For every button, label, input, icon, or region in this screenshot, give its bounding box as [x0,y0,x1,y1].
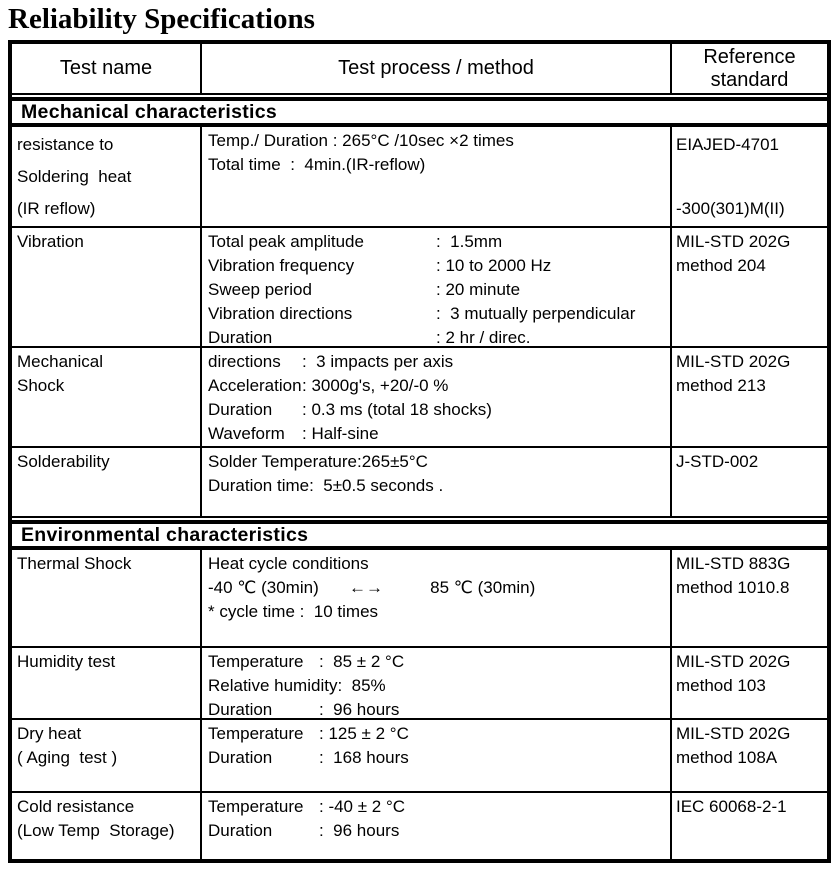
text-line: method 108A [676,748,778,767]
value-text: : 168 hours [319,748,409,767]
text-line: * cycle time : 10 times [208,602,379,621]
label-text: Acceleration [208,376,302,395]
table-row [12,448,827,518]
test-name-cell [12,348,202,446]
value-text: : 1.5mm [436,232,503,251]
reference-standard-cell [672,127,827,226]
value-text: : 85% [337,676,386,695]
label-text: Vibration directions [208,304,353,323]
value-text: : 125 ± 2 °C [319,724,409,743]
label-text: Temperature [208,652,304,671]
value-text: : 85 ± 2 °C [319,652,405,671]
text-line [208,326,668,350]
header-test-process-method: Test process / method [202,44,672,93]
label-text: Waveform [208,424,285,443]
text-line: Cold resistance [17,797,135,816]
text-line: Shock [17,376,65,395]
reference-standard-cell [672,448,827,516]
section-header [12,520,827,550]
text-line: -300(301)M(II) [676,199,785,218]
text-line: MIL-STD 202G [676,232,791,251]
table-body [12,97,827,859]
table-row [12,720,827,793]
text-line: MIL-STD 202G [676,724,791,743]
text-line: -40 ℃ (30min) ←→ 85 ℃ (30min) [208,578,536,597]
label-text: Relative humidity [208,676,338,695]
test-name-cell [12,720,202,791]
value-text: : 96 hours [319,700,400,719]
label-text: Duration [208,400,273,419]
text-line [208,374,668,398]
value-text: : 3 mutually perpendicular [436,304,636,323]
reference-standard-cell [672,228,827,346]
text-line [208,278,668,302]
test-process-cell [202,793,672,859]
text-line: Humidity test [17,652,116,671]
text-line [208,230,668,254]
section-title: Environmental characteristics [21,523,309,546]
header-test-name: Test name [12,44,202,93]
reference-standard-cell [672,348,827,446]
section-header [12,97,827,127]
test-process-cell [202,648,672,718]
test-name-cell [12,793,202,859]
test-name-cell [12,448,202,516]
label-text: Duration [208,700,273,719]
table-row [12,127,827,228]
test-process-cell [202,720,672,791]
text-line: Duration time: 5±0.5 seconds . [208,476,444,495]
reference-standard-cell [672,648,827,718]
text-line: method 1010.8 [676,578,790,597]
value-text: : -40 ± 2 °C [319,797,406,816]
text-line: Dry heat [17,724,82,743]
reference-standard-cell [672,793,827,859]
test-name-cell [12,228,202,346]
test-name-cell [12,550,202,646]
table-row [12,550,827,648]
value-text: : 3000g's, +20/-0 % [302,376,449,395]
label-text: Total peak amplitude [208,232,364,251]
text-line: MIL-STD 883G [676,554,791,573]
label-text: directions [208,352,281,371]
text-line: MIL-STD 202G [676,652,791,671]
text-line: Solderability [17,452,110,471]
section-title: Mechanical characteristics [21,100,278,123]
text-line [676,161,825,193]
text-line: EIAJED-4701 [676,135,779,154]
value-text: : 3 impacts per axis [302,352,454,371]
test-process-cell [202,228,672,346]
text-line: ( Aging test ) [17,748,118,767]
text-line: resistance to [17,135,114,154]
page-title: Reliability Specifications [8,3,315,35]
text-line: Solder Temperature:265±5°C [208,452,428,471]
test-process-cell [202,448,672,516]
text-line [208,795,668,819]
label-text: Duration [208,748,273,767]
text-line: IEC 60068-2-1 [676,797,787,816]
header-reference-standard: Reference standard [703,45,796,91]
text-line: Vibration [17,232,84,251]
text-line [208,254,668,278]
spec-table [8,40,831,863]
table-row [12,793,827,859]
text-line: method 213 [676,376,766,395]
text-line [208,398,668,422]
text-line [208,674,668,698]
text-line [208,302,668,326]
text-line: J-STD-002 [676,452,759,471]
text-line: Total time : 4min.(IR-reflow) [208,155,426,174]
test-name-cell [12,648,202,718]
table-row [12,348,827,448]
value-text: : 20 minute [436,280,521,299]
text-line [208,350,668,374]
text-line: Heat cycle conditions [208,554,369,573]
table-header-row [12,44,827,95]
label-text: Temperature [208,797,304,816]
label-text: Duration [208,328,273,347]
label-text: Temperature [208,724,304,743]
text-line: method 204 [676,256,766,275]
test-name-cell [12,127,202,226]
test-process-cell [202,348,672,446]
text-line [208,722,668,746]
text-line [208,698,668,722]
text-line: (IR reflow) [17,199,96,218]
text-line: method 103 [676,676,766,695]
text-line: Mechanical [17,352,103,371]
value-text: : 96 hours [319,821,400,840]
text-line [208,746,668,770]
text-line: Soldering heat [17,167,132,186]
text-line: Thermal Shock [17,554,132,573]
label-text: Vibration frequency [208,256,355,275]
table-row [12,228,827,348]
reference-standard-cell [672,550,827,646]
text-line [208,422,668,446]
text-line [208,819,668,843]
value-text: : 10 to 2000 Hz [436,256,552,275]
test-process-cell [202,127,672,226]
value-text: : Half-sine [302,424,379,443]
text-line: (Low Temp Storage) [17,821,175,840]
text-line: MIL-STD 202G [676,352,791,371]
text-line [208,650,668,674]
reference-standard-cell [672,720,827,791]
test-process-cell [202,550,672,646]
label-text: Duration [208,821,273,840]
label-text: Sweep period [208,280,312,299]
text-line: Temp./ Duration : 265°C /10sec ×2 times [208,131,514,150]
table-row [12,648,827,720]
value-text: : 2 hr / direc. [436,328,531,347]
value-text: : 0.3 ms (total 18 shocks) [302,400,492,419]
